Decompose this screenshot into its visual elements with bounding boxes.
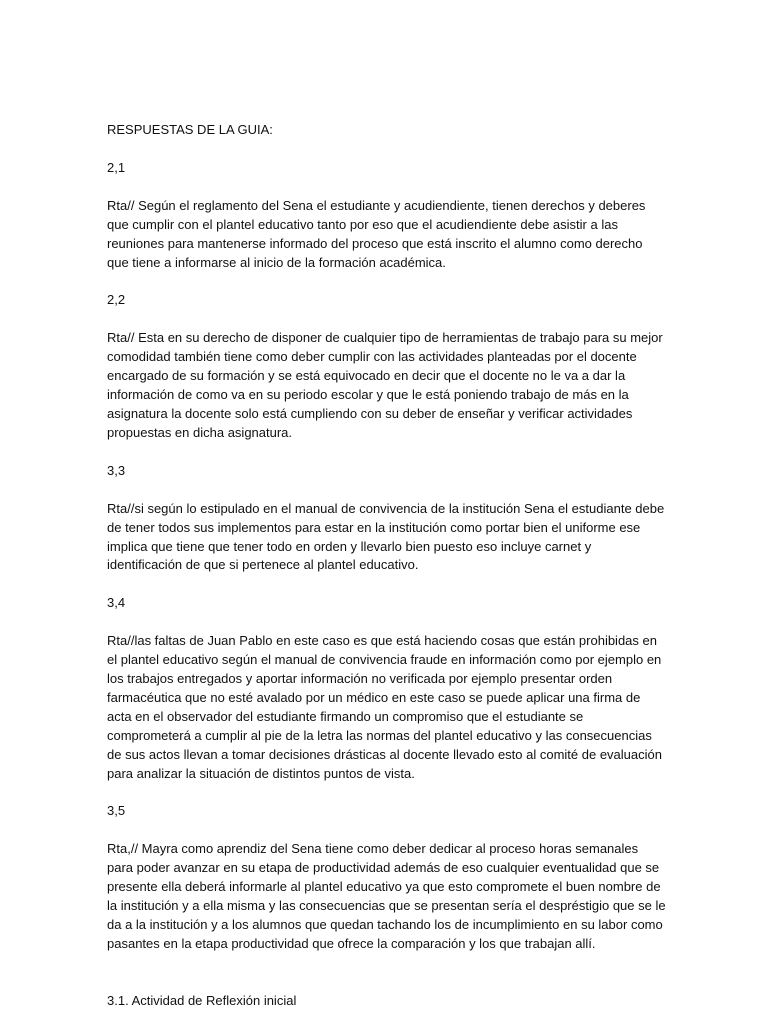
section-number-3-4: 3,4	[107, 595, 126, 611]
section-number-2-2: 2,2	[107, 292, 126, 308]
activity-heading: 3.1. Actividad de Reflexión inicial	[107, 992, 297, 1008]
section-answer-2-1: Rta// Según el reglamento del Sena el estudiante y acudiendiente, tienen derechos y deberes que cumplir con el plantel educativo tanto por eso que el acudiendiente debe asistir a las reuniones para mantenerse informado del proceso que está inscrito el alumno como derecho que tiene a informarse al inicio de la formación académica.	[107, 197, 646, 270]
section-number-3-3: 3,3	[107, 462, 126, 478]
section-answer-3-3: Rta//si según lo estipulado en el manual de convivencia de la institución Sena el estudiante debe de tener todos sus implementos para estar en la institución como portar bien el uniforme ese implica que tiene que tener todo en orden y llevarlo bien puesto eso incluye carnet y identificación de que si pertenece al plantel educativo.	[107, 500, 665, 573]
section-answer-3-5: Rta,// Mayra como aprendiz del Sena tiene como deber dedicar al proceso horas semanales para poder avanzar en su etapa de productividad además de eso cualquier eventualidad que se presente ella deberá informarle al plantel educativo ya que esto compromete el buen nombre de la institución y a ella misma y las consecuencias que se presentan sería el despréstigio que se le da a la institución y a los alumnos que quedan tachando los de incumplimiento en su labor como pasantes en la etapa productividad que ofrece la comparación y los que trabajan allí.	[107, 841, 666, 951]
document-body	[107, 121, 667, 1011]
document-title: RESPUESTAS DE LA GUIA:	[107, 122, 273, 137]
section-number-3-5: 3,5	[107, 803, 126, 819]
section-number-2-1: 2,1	[107, 159, 126, 175]
section-answer-3-4: Rta//las faltas de Juan Pablo en este caso es que está haciendo cosas que están prohibidas en el plantel educativo según el manual de convivencia fraude en información como por ejemplo en los trabajos entregados y aportar información no verificada por ejemplo presentar orden farmacéutica que no esté avalado por un médico en este caso se puede aplicar una firma de acta en el observador del estudiante firmando un compromiso que el estudiante se comprometerá a cumplir al pie de la letra las normas del plantel educativo y las consecuencias de sus actos llevan a tomar decisiones drásticas al docente llevado esto al comité de evaluación para analizar la situación de distintos puntos de vista.	[107, 633, 662, 781]
section-answer-2-2: Rta// Esta en su derecho de disponer de cualquier tipo de herramientas de trabajo para su mejor comodidad también tiene como deber cumplir con las actividades planteadas por el docente encargado de su formación y se está equivocado en decir que el docente no le va a dar la información de como va en su periodo escolar y que le está poniendo trabajo de más en la asignatura la docente solo está cumpliendo con su deber de enseñar y verificar actividades propuestas en dicha asignatura.	[107, 330, 663, 440]
